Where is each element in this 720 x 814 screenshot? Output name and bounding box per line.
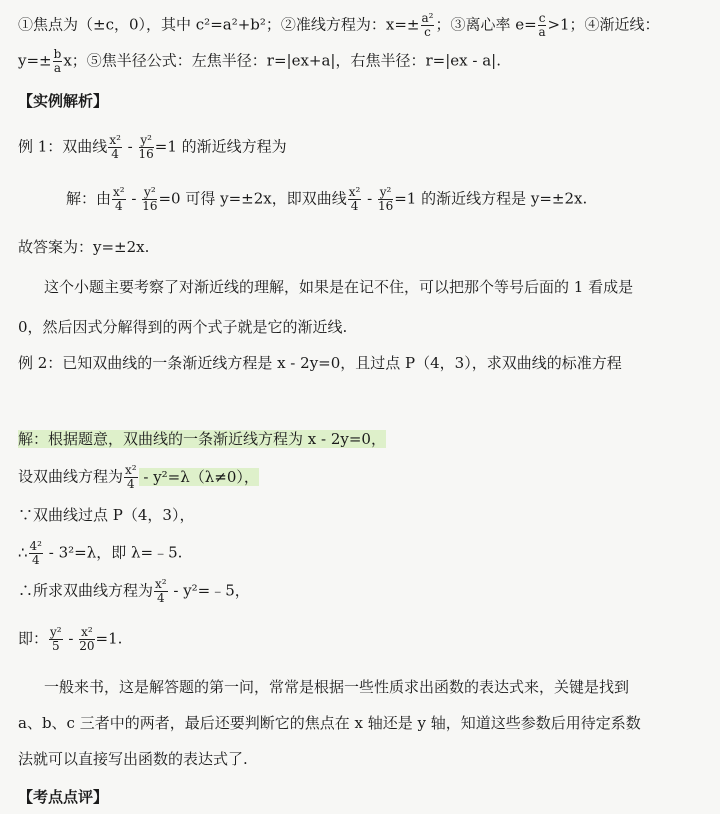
numerator: x² — [155, 577, 167, 591]
numerator: y² — [379, 185, 392, 199]
text: 例 1：双曲线 — [18, 137, 108, 156]
denominator: a — [538, 25, 546, 39]
text: 的渐近线方程为 — [181, 137, 287, 156]
answer-1: 故答案为：y=±2x. — [18, 238, 150, 256]
text: - 3²=λ，即 λ=﹣5. — [44, 543, 183, 562]
fraction — [139, 134, 154, 161]
numerator: x² — [81, 625, 93, 639]
fraction — [421, 12, 435, 39]
numerator: c — [538, 11, 546, 25]
denominator: 16 — [377, 199, 394, 213]
text: 解：由 — [66, 189, 112, 208]
numerator: x² — [113, 185, 125, 199]
text: =1 的渐近线方程是 y=±2x. — [394, 189, 588, 208]
fraction — [348, 186, 362, 213]
numerator: x² — [348, 185, 361, 199]
denominator: 4 — [111, 147, 119, 161]
denominator: 4 — [156, 591, 165, 605]
text: ∴ — [18, 543, 28, 562]
fraction — [79, 626, 94, 653]
denominator: 4 — [350, 199, 359, 213]
operator: - — [122, 137, 138, 156]
denominator: 5 — [51, 639, 60, 653]
solution-2-line — [18, 626, 706, 653]
text: ∴所求双曲线方程为 — [18, 581, 154, 600]
numerator: y² — [50, 625, 62, 639]
text: - y²=λ（λ≠0）， — [138, 467, 259, 486]
text: ①焦点为（±c，0），其中 c²=a²+b²；②准线方程为：x=± — [18, 15, 420, 34]
example-2: 例 2：已知双曲线的一条渐近线方程是 x - 2y=0，且过点 P（4，3），求双曲线的标准方程 — [18, 354, 622, 372]
numerator: a² — [421, 11, 434, 25]
fraction — [49, 626, 63, 653]
text: =0 可得 y=±2x，即双曲线 — [158, 189, 347, 208]
numerator: x² — [125, 463, 137, 477]
text: 解：根据题意，双曲线的一条渐近线方程为 x - 2y=0， — [18, 430, 386, 448]
solution-2-line — [18, 540, 706, 567]
fraction — [538, 12, 547, 39]
denominator: 4 — [126, 477, 135, 491]
numerator: x² — [109, 133, 121, 147]
text: 即： — [18, 629, 49, 648]
solution-2-line — [18, 578, 706, 605]
paragraph: 这个小题主要考察了对渐近线的理解，如果是在记不住，可以把那个等号后面的 1 看成是 — [44, 278, 634, 296]
fraction — [108, 134, 122, 161]
fraction — [29, 540, 43, 567]
operator: - — [63, 629, 79, 648]
denominator: 20 — [79, 639, 95, 653]
section-heading: 【实例解析】 — [18, 92, 109, 110]
denominator: 16 — [138, 147, 154, 161]
denominator: 16 — [142, 199, 158, 213]
text: ；③离心率 e= — [435, 15, 537, 34]
paragraph: 一般来书，这是解答题的第一问，常常是根据一些性质求出函数的表达式来，关键是找到 — [44, 678, 630, 696]
paragraph: a、b、c 三者中的两者，最后还要判断它的焦点在 x 轴还是 y 轴，知道这些参数后用待定系数 — [18, 714, 641, 732]
solution-2-line — [18, 464, 706, 491]
operator: - — [362, 189, 377, 208]
solution-2-line — [18, 428, 706, 450]
solution-1 — [66, 186, 706, 213]
text: 设双曲线方程为 — [18, 467, 124, 486]
text: y=± — [18, 51, 52, 70]
fraction — [154, 578, 168, 605]
operator: - — [126, 189, 142, 208]
numerator: y² — [140, 133, 152, 147]
numerator: 4² — [29, 539, 42, 553]
section-heading: 【考点点评】 — [18, 788, 109, 806]
text: x；⑤焦半径公式：左焦半径：r=|ex+a|，右焦半径：r=|ex - a|. — [63, 51, 501, 70]
text: >1；④渐近线： — [547, 15, 660, 34]
numerator: b — [53, 47, 62, 61]
paragraph: 法就可以直接写出函数的表达式了. — [18, 750, 248, 768]
paragraph: 0，然后因式分解得到的两个式子就是它的渐近线. — [18, 318, 348, 336]
text-line — [18, 48, 706, 75]
denominator: 4 — [31, 553, 40, 567]
fraction — [124, 464, 138, 491]
solution-2-line: ∵双曲线过点 P（4，3）， — [18, 506, 195, 524]
fraction — [142, 186, 157, 213]
denominator: c — [424, 25, 431, 39]
numerator: y² — [144, 185, 156, 199]
fraction — [53, 48, 63, 75]
text: - y²=﹣5， — [168, 581, 250, 600]
denominator: 4 — [114, 199, 123, 213]
fraction — [112, 186, 126, 213]
example-1: 例 1：双曲线 $\frac{\text{x²}}{4}$ - $\frac{\text{y²}}{16}$ =1 的渐近线方程为 — [18, 133, 287, 161]
text: =1. — [95, 629, 123, 648]
fraction — [378, 186, 393, 213]
text-line — [18, 12, 706, 39]
denominator: a — [53, 61, 62, 75]
